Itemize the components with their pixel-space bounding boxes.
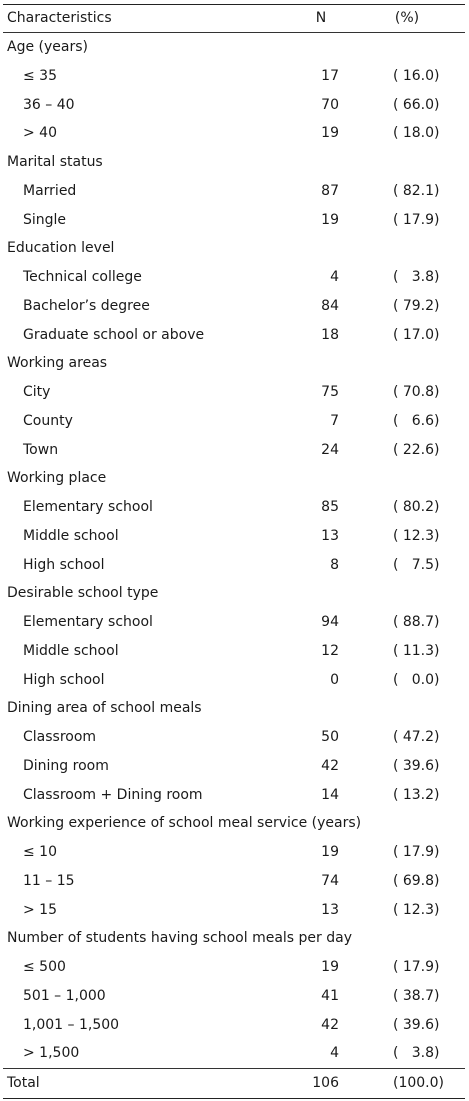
table-row [3, 407, 465, 436]
pct-open-paren: ( [393, 527, 399, 544]
pct-close-paren: ) [434, 671, 440, 688]
pct-value: 3.8 [411, 269, 434, 285]
pct-value: 6.6 [411, 412, 434, 429]
pct-open-paren: ( [393, 412, 399, 429]
pct-open-paren: ( [393, 67, 399, 84]
pct-open-paren: ( [393, 786, 399, 803]
pct-open-paren: ( [393, 901, 399, 918]
row-label: 501 – 1,000 [23, 987, 106, 1004]
pct-close-paren: ) [434, 642, 440, 659]
group-row [3, 924, 465, 953]
group-row [3, 694, 465, 723]
group-row [3, 148, 465, 177]
pct-value: 18.0 [402, 125, 434, 142]
row-n: 14 [321, 786, 339, 803]
group-label: Desirable school type [7, 585, 159, 602]
pct-open-paren: ( [393, 729, 399, 745]
table-row [3, 1011, 465, 1040]
row-n: 7 [330, 412, 339, 429]
table-row [3, 292, 465, 321]
row-n: 75 [321, 384, 339, 400]
pct-open-paren: ( [393, 1016, 399, 1033]
pct-close-paren: ) [434, 844, 440, 860]
row-n: 13 [321, 901, 339, 918]
pct-close-paren: ) [434, 441, 440, 458]
pct-close-paren: ) [434, 1016, 440, 1033]
pct-value: 70.8 [402, 384, 434, 400]
table-row [3, 953, 465, 982]
row-label: > 40 [23, 125, 57, 142]
pct-value: 80.2 [402, 499, 434, 515]
pct-value: 39.6 [402, 757, 434, 774]
table-row [3, 867, 465, 896]
pct-open-paren: ( [393, 211, 399, 228]
row-label: Classroom + Dining room [23, 786, 203, 803]
pct-value: 22.6 [402, 441, 434, 458]
pct-close-paren: ) [434, 527, 440, 544]
pct-open-paren: ( [393, 614, 399, 630]
row-label: > 15 [23, 901, 57, 918]
pct-open-paren: ( [393, 182, 399, 199]
group-row [3, 234, 465, 263]
pct-value: 17.0 [402, 326, 434, 343]
pct-value: 79.2 [402, 297, 434, 314]
pct-open-paren: ( [393, 872, 399, 889]
row-n: 13 [321, 527, 339, 544]
table-total-row [3, 1068, 465, 1098]
pct-close-paren: ) [434, 1045, 440, 1062]
row-n: 19 [321, 125, 339, 142]
row-n: 84 [321, 297, 339, 314]
pct-value: 3.8 [411, 1045, 434, 1062]
pct-close-paren: ) [434, 384, 440, 400]
total-n: 106 [312, 1075, 339, 1091]
pct-open-paren: ( [393, 326, 399, 343]
row-label: > 1,500 [23, 1045, 80, 1062]
pct-value: 82.1 [402, 182, 434, 199]
pct-open-paren: ( [393, 384, 399, 400]
header-n: N [315, 10, 327, 26]
pct-open-paren: ( [393, 125, 399, 142]
pct-close-paren: ) [434, 96, 440, 113]
row-n: 12 [321, 642, 339, 659]
pct-close-paren: ) [434, 269, 440, 285]
pct-close-paren: ) [434, 614, 440, 630]
row-label: High school [23, 671, 105, 688]
pct-open-paren: ( [393, 1045, 399, 1062]
row-label: High school [23, 556, 105, 573]
pct-close-paren: ) [434, 499, 440, 515]
row-n: 8 [330, 556, 339, 573]
pct-close-paren: ) [434, 959, 440, 975]
pct-close-paren: ) [434, 872, 440, 889]
row-label: City [23, 384, 51, 400]
row-n: 19 [321, 959, 339, 975]
pct-open-paren: ( [393, 987, 399, 1004]
pct-value: 38.7 [402, 987, 434, 1004]
row-label: Elementary school [23, 499, 153, 515]
table-row [3, 91, 465, 120]
pct-open-paren: ( [393, 757, 399, 774]
pct-open-paren: ( [393, 96, 399, 113]
pct-value: 7.5 [411, 556, 434, 573]
table-row [3, 551, 465, 580]
pct-value: 11.3 [402, 642, 434, 659]
row-label: 1,001 – 1,500 [23, 1016, 120, 1033]
row-label: 36 – 40 [23, 96, 75, 113]
table-row [3, 263, 465, 292]
row-n: 0 [330, 671, 339, 688]
row-n: 50 [321, 729, 339, 745]
table-header-row [3, 5, 465, 33]
pct-value: 66.0 [402, 96, 434, 113]
table-row [3, 119, 465, 148]
row-n: 19 [321, 211, 339, 228]
pct-close-paren: ) [434, 297, 440, 314]
group-row [3, 33, 465, 62]
group-label: Working areas [7, 355, 108, 372]
row-n: 42 [321, 1016, 339, 1033]
group-row [3, 464, 465, 493]
table-row [3, 1039, 465, 1068]
pct-close-paren: ) [434, 556, 440, 573]
table-row [3, 637, 465, 666]
row-label: Middle school [23, 527, 119, 544]
pct-open-paren: ( [393, 671, 399, 688]
pct-open-paren: ( [393, 556, 399, 573]
pct-close-paren: ) [434, 67, 440, 84]
table-body [3, 33, 465, 1068]
pct-open-paren: ( [393, 441, 399, 458]
pct-value: 17.9 [402, 211, 434, 228]
row-label: ≤ 10 [23, 844, 57, 860]
pct-close-paren: ) [434, 901, 440, 918]
table-row [3, 321, 465, 350]
pct-open-paren: ( [393, 959, 399, 975]
pct-close-paren: ) [434, 125, 440, 142]
table-row [3, 177, 465, 206]
pct-value: 12.3 [402, 901, 434, 918]
pct-value: 17.9 [402, 844, 434, 860]
group-label: Number of students having school meals per day [7, 930, 352, 947]
table-row [3, 378, 465, 407]
row-label: Elementary school [23, 614, 153, 630]
table-row [3, 723, 465, 752]
table-row [3, 522, 465, 551]
row-n: 41 [321, 987, 339, 1004]
row-n: 4 [330, 269, 339, 285]
total-pct: (100.0) [393, 1075, 445, 1091]
pct-value: 13.2 [402, 786, 434, 803]
pct-close-paren: ) [434, 786, 440, 803]
pct-value: 47.2 [402, 729, 434, 745]
pct-value: 39.6 [402, 1016, 434, 1033]
row-label: Graduate school or above [23, 326, 205, 343]
table-row [3, 608, 465, 637]
table-row [3, 781, 465, 810]
row-n: 18 [321, 326, 339, 343]
row-label: Dining room [23, 757, 109, 774]
pct-close-paren: ) [434, 326, 440, 343]
pct-open-paren: ( [393, 269, 399, 285]
pct-value: 0.0 [411, 671, 434, 688]
row-n: 74 [321, 872, 339, 889]
table-row [3, 666, 465, 695]
row-label: Middle school [23, 642, 119, 659]
row-label: Bachelor’s degree [23, 297, 150, 314]
pct-value: 17.9 [402, 959, 434, 975]
group-row [3, 579, 465, 608]
row-n: 42 [321, 757, 339, 774]
row-label: County [23, 412, 73, 429]
group-label: Age (years) [7, 39, 88, 55]
row-n: 17 [321, 67, 339, 84]
pct-open-paren: ( [393, 499, 399, 515]
row-n: 19 [321, 844, 339, 860]
pct-close-paren: ) [434, 412, 440, 429]
header-characteristics: Characteristics [7, 10, 112, 26]
pct-value: 69.8 [402, 872, 434, 889]
table-row [3, 436, 465, 465]
table-row [3, 982, 465, 1011]
characteristics-table [3, 4, 465, 1099]
row-n: 94 [321, 614, 339, 630]
pct-close-paren: ) [434, 211, 440, 228]
row-label: Single [23, 211, 67, 228]
table-row [3, 206, 465, 235]
group-label: Marital status [7, 154, 103, 170]
pct-close-paren: ) [434, 182, 440, 199]
table-row [3, 752, 465, 781]
row-label: Married [23, 182, 77, 199]
row-n: 85 [321, 499, 339, 515]
row-n: 24 [321, 441, 339, 458]
group-row [3, 809, 465, 838]
group-label: Working experience of school meal service (years) [7, 815, 362, 832]
row-n: 87 [321, 182, 339, 199]
group-row [3, 349, 465, 378]
row-label: Classroom [23, 729, 97, 745]
pct-close-paren: ) [434, 987, 440, 1004]
row-label: 11 – 15 [23, 872, 75, 889]
pct-open-paren: ( [393, 297, 399, 314]
row-n: 70 [321, 96, 339, 113]
table-row [3, 62, 465, 91]
pct-close-paren: ) [434, 757, 440, 774]
pct-close-paren: ) [434, 729, 440, 745]
pct-open-paren: ( [393, 844, 399, 860]
row-label: Town [23, 441, 59, 458]
group-label: Working place [7, 470, 107, 487]
pct-value: 12.3 [402, 527, 434, 544]
pct-value: 16.0 [402, 67, 434, 84]
group-label: Education level [7, 240, 115, 257]
table-row [3, 493, 465, 522]
total-label: Total [7, 1075, 40, 1091]
pct-open-paren: ( [393, 642, 399, 659]
row-label: Technical college [23, 269, 142, 285]
row-label: ≤ 35 [23, 67, 57, 84]
pct-value: 88.7 [402, 614, 434, 630]
header-pct: (%) [394, 10, 420, 26]
table-row [3, 838, 465, 867]
table-row [3, 896, 465, 925]
row-n: 4 [330, 1045, 339, 1062]
group-label: Dining area of school meals [7, 700, 202, 717]
row-label: ≤ 500 [23, 959, 66, 975]
